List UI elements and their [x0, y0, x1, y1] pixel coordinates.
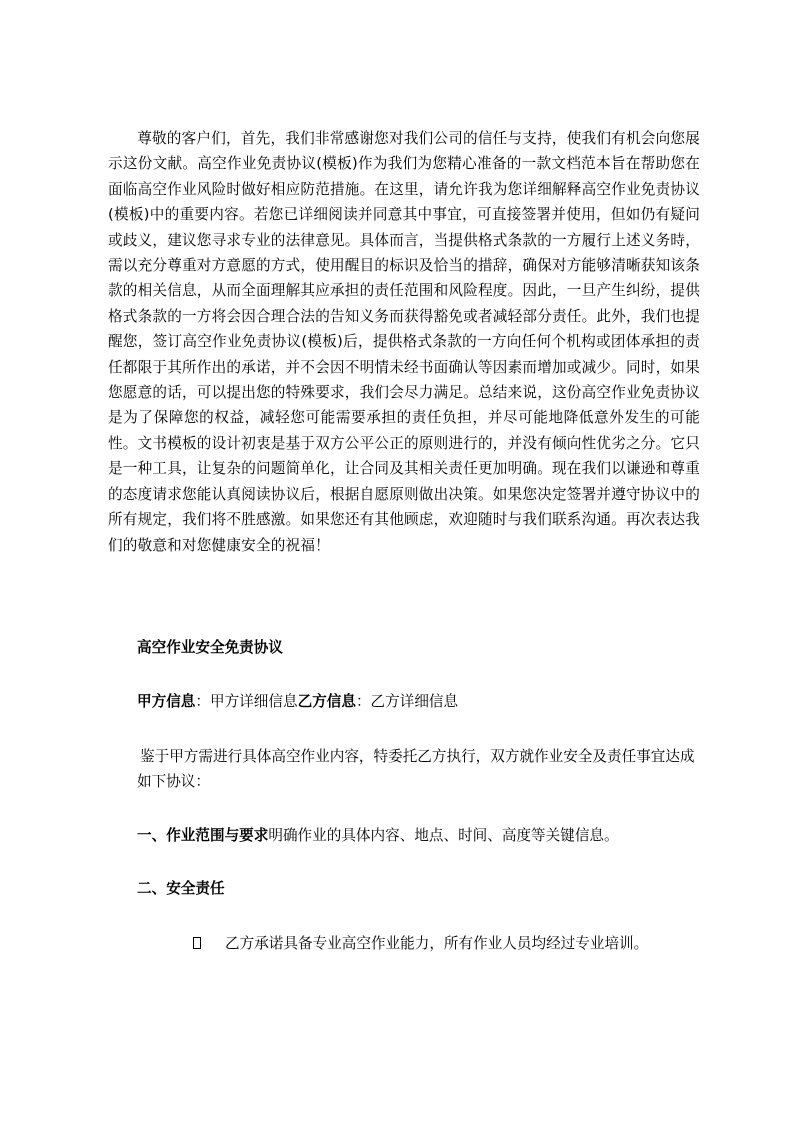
party-b-value: ：乙方详细信息 [355, 693, 459, 710]
party-info-line [137, 690, 458, 711]
section-2-bullet-1: 乙方承诺具备专业高空作业能力，所有作业人员均经过专业培训。 [225, 935, 649, 952]
bullet-box-icon [193, 937, 201, 949]
party-a-value: ：甲方详细信息 [195, 693, 298, 710]
section-2-heading: 二、安全责任 [137, 880, 225, 897]
section-1 [137, 824, 619, 845]
list-item [193, 932, 648, 953]
party-b-label: 乙方信息 [297, 693, 356, 710]
agreement-title: 高空作业安全免责协议 [137, 639, 283, 656]
section-1-text: 明确作业的具体内容、地点、时间、高度等关键信息。 [268, 827, 619, 844]
preamble-paragraph [137, 744, 700, 795]
party-a-label: 甲方信息 [137, 693, 196, 710]
section-1-heading: 一、作业范围与要求 [137, 827, 269, 844]
preamble-text: 鉴于甲方需进行具体高空作业内容，特委托乙方执行，双方就作业安全及责任事宜达成如下协议： [137, 748, 695, 791]
intro-paragraph: 尊敬的客户们，首先，我们非常感谢您对我们公司的信任与支持，使我们有机会向您展示这份文献。高空作业免责协议(模板)作为我们为您精心准备的一款文档范本旨在帮助您在面临高空作业风险时做好相应防范措施。在这里，请允许我为您详细解释高空作业免责协议(模板)中的重要内容。若您已详细阅读并同意其中事宜，可直接签署并使用，但如仍有疑问或歧义，建议您寻求专业的法律意见。具体而言，当提供格式条款的一方履行上述义务時，需以充分尊重对方意愿的方式，使用醒目的标识及恰当的措辞，确保对方能够清晰获知该条款的相关信息，从而全面理解其应承担的责任范围和风险程度。因此，一旦产生纠纷，提供格式条款的一方将会因合理合法的告知义务而获得豁免或者减轻部分责任。此外，我们也提醒您，签订高空作业免责协议(模板)后，提供格式条款的一方向任何个机构或团体承担的责任都限于其所作出的承诺，并不会因不明情未经书面确认等因素而增加或减少。同时，如果您愿意的话，可以提出您的特殊要求，我们会尽力满足。总结来说，这份高空作业免责协议是为了保障您的权益，减轻您可能需要承担的责任负担，并尽可能地降低意外发生的可能性。文书模板的设计初衷是基于双方公平公正的原则进行的，并没有倾向性优劣之分。它只是一种工具，让复杂的问题简单化，让合同及其相关责任更加明确。现在我们以谦逊和尊重的态度请求您能认真阅读协议后，根据自愿原则做出决策。如果您决定签署并遵守协议中的所有规定，我们将不胜感激。如果您还有其他顾虑，欢迎随时与我们联系沟通。再次表达我们的敬意和对您健康安全的祝福！ [108, 130, 700, 554]
